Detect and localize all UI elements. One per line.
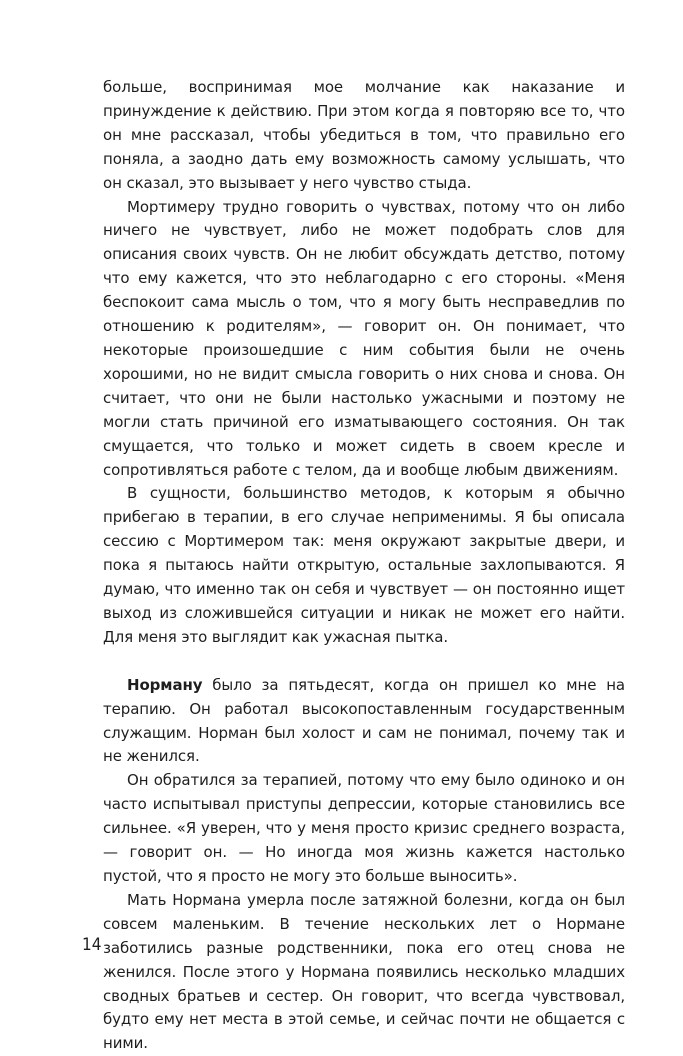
norman-name: Норману: [127, 675, 203, 694]
paragraph-norman-intro: [103, 674, 625, 770]
paragraph-1: больше, воспринимая мое молчание как наказание и принуждение к действию. При этом когда я повторяю все то, что он мне рассказал, чтобы убедиться в том, что правильно его поняла, а заодно дать ему возможность самому услышать, что он сказал, это вызывает у него чувство стыда.: [103, 78, 625, 192]
paragraph-5: Он обратился за терапией, потому что ему было одиноко и он часто испытывал приступы депрессии, которые становились все сильнее. «Я уверен, что у меня просто кризис среднего возраста, — говорит он. — Но иногда моя жизнь кажется настолько пустой, что я просто не могу это больше выносить».: [103, 771, 625, 885]
page-number: 14: [82, 935, 102, 955]
paragraph-6: Мать Нормана умерла после затяжной болезни, когда он был совсем маленьким. В течение нескольких лет о Нормане заботились разные родственники, пока его отец снова не женился. После этого у Нормана появились несколько младших сводных братьев и сестер. Он говорит, что всегда чувствовал, будто ему нет места в этой семье, и сейчас почти не общается с ними.: [103, 890, 625, 1053]
paragraph-3: В сущности, большинство методов, к которым я обычно прибегаю в терапии, в его случае неприменимы. Я бы описала сессию с Мортимером так: меня окружают закрытые двери, и пока я пытаюсь найти открытую, остальные захлопываются. Я думаю, что именно так он себя и чувствует — он постоянно ищет выход из сложившейся ситуации и никак не может его найти. Для меня это выглядит как ужасная пытка.: [103, 484, 625, 646]
paragraph-2: Мортимеру трудно говорить о чувствах, потому что он либо ничего не чувствует, либо не может подобрать слов для описания своих чувств. Он не любит обсуждать детство, потому что ему кажется, что это неблагодарно с его стороны. «Меня беспокоит сама мысль о том, что я могу быть несправедлив по отношению к родителям», — говорит он. Он понимает, что некоторые произошедшие с ним события были не очень хорошими, но не видит смысла говорить о них снова и снова. Он считает, что они не были настолько ужасными и поэтому не могли стать причиной его изматывающего состояния. Он так смущается, что только и может сидеть в своем кресле и сопротивляться работе с телом, да и вообще любым движениям.: [103, 197, 625, 479]
norman-intro-text: было за пятьдесят, когда он пришел ко мне на терапию. Он работал высокопоставленным государственным служащим. Норман был холост и сам не понимал, почему так и не женился.: [103, 675, 625, 766]
page-body: [103, 76, 625, 1056]
